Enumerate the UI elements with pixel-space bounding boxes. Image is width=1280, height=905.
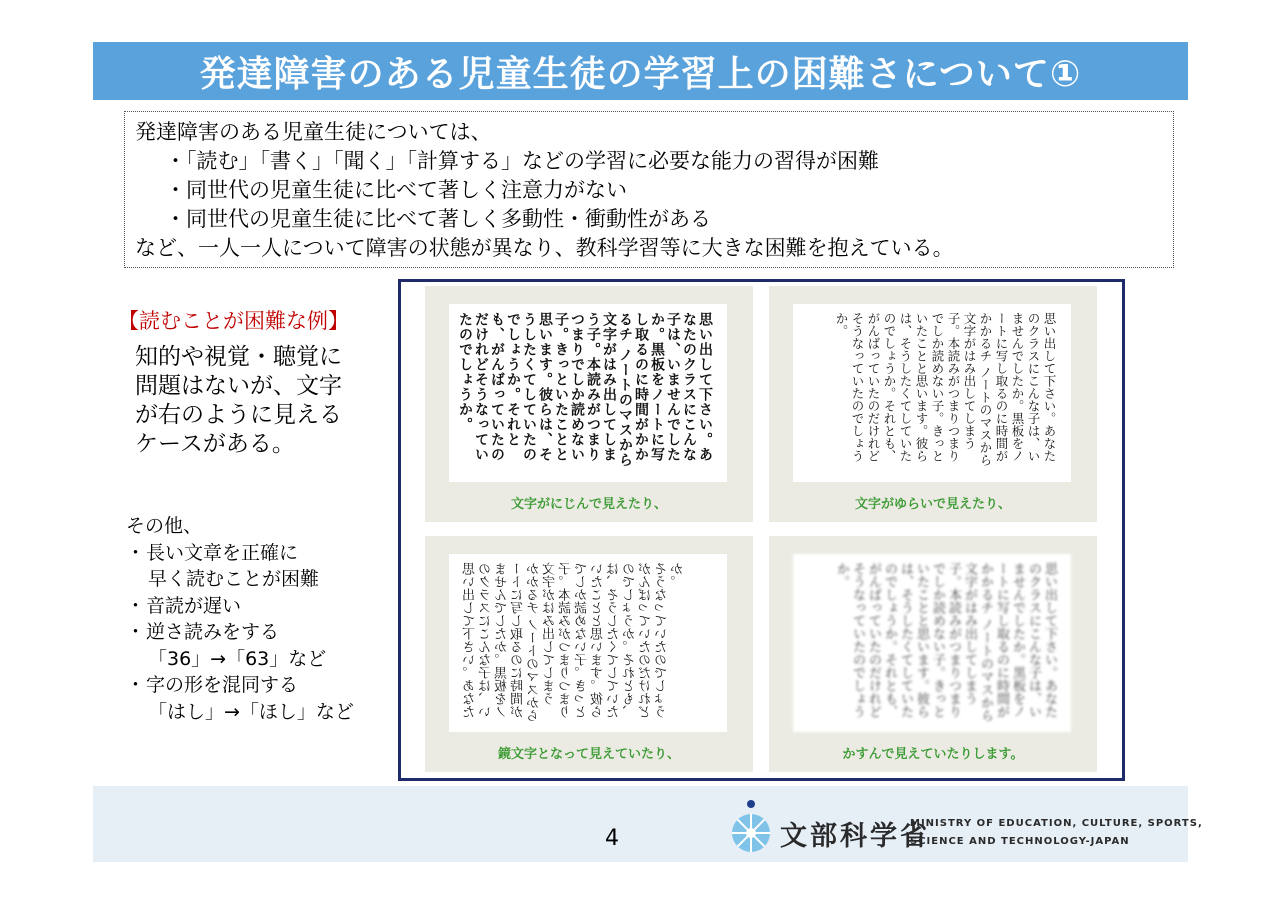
- intro-lead: 発達障害のある児童生徒については、: [135, 120, 492, 144]
- title-bar: [93, 42, 1188, 100]
- panel-caption: 鏡文字となって見えていたり、: [497, 747, 680, 762]
- others-item-continued: 「はし」→「ほし」など: [148, 700, 354, 723]
- description-line: ケースがある。: [135, 431, 295, 457]
- panel-blurred-letters: [425, 286, 753, 522]
- others-item: ・逆さ読みをする: [126, 619, 396, 646]
- panel-caption: 文字がにじんで見えたり、: [510, 497, 667, 512]
- bullet-mark: ・: [126, 621, 146, 643]
- others-item: ・字の形を混同する: [126, 672, 396, 699]
- reading-example-description: [135, 343, 395, 459]
- ministry-name-jp: 文部科学省: [780, 821, 930, 852]
- page-title: 発達障害のある児童生徒の学習上の困難さについて①: [199, 53, 1082, 95]
- others-heading: その他、: [126, 515, 203, 537]
- panel-caption: かすんで見えていたりします。: [842, 747, 1024, 762]
- intro-bullet: ・同世代の児童生徒に比べて著しく注意力がない: [165, 178, 627, 202]
- description-line: 問題はないが、文字: [135, 373, 342, 399]
- sample-text-mirror: 思い出して下さい。あなたのクラスにこんな子は、いませんでしたか。黒板をノートに写し取るのに時間がかかるチ ノートのマスから文字がはみ出してしまう子。本読みがつまりつまりでしか読めない子。きっといたことと思います。彼らは、そうしたくてしていたのでしょうか。それとも、がんばっていたのだけれどそうなっていたのでしょうか。: [449, 554, 727, 732]
- sample-text-wavy: 思い出して下さい。あなたのクラスにこんな子は、いませんでしたか。黒板をノートに写し取るのに時間がかかるチ ノートのマスから文字がはみ出してしまう子。本読みがつまりつまりでしか読めない子。きっといたことと思います。彼らは、そうしたくてしていたのでしょうか。それとも、がんばっていたのだけれどそうなっていたのでしょうか。: [793, 304, 1071, 482]
- others-item: ・長い文章を正確に: [126, 540, 396, 567]
- intro-conclusion: など、一人一人について障害の状態が異なり、教科学習等に大きな困難を抱えている。: [135, 236, 954, 260]
- ministry-name-en: MINISTRY OF EDUCATION, CULTURE, SPORTS, SCIENCE AND TECHNOLOGY-JAPAN: [910, 818, 1203, 847]
- others-item-continued: 「36」→「63」など: [148, 647, 327, 670]
- description-line: が右のように見える: [135, 402, 342, 428]
- others-item-continued: 早く読むことが困難: [148, 568, 320, 590]
- sample-text-bold: 思い出して下さい。あなたのクラスにこんな子は、いませんでしたか。黒板をノートに写し取るのに時間がかかるチ ノートのマスから文字がはみ出してしまう子。本読みがつまりつまりでしか読めない子。きっといたことと思います。彼らは、そうしたくてしていたのでしょうか。それとも、がんばっていたのだけれどそうなっていたのでしょうか。: [449, 304, 727, 482]
- panel-mirror-letters: [425, 536, 753, 772]
- bullet-mark: ・: [126, 541, 146, 564]
- panel-caption: 文字がゆらいで見えたり、: [854, 497, 1011, 512]
- others-item: ・音読が遅い: [126, 593, 396, 620]
- ministry-logo-icon: [726, 797, 776, 857]
- bullet-mark: ・: [126, 594, 146, 617]
- reading-difficulty-figure: [398, 279, 1125, 781]
- intro-bullet: ・同世代の児童生徒に比べて著しく多動性・衝動性がある: [165, 207, 711, 231]
- intro-box: [124, 111, 1174, 268]
- bullet-mark: ・: [126, 674, 146, 696]
- description-line: 知的や視覚・聴覚に: [135, 344, 342, 370]
- page-number: 4: [605, 826, 619, 851]
- panel-wavy-letters: [769, 286, 1097, 522]
- reading-example-heading: 【読むことが困難な例】: [118, 309, 349, 333]
- sample-text-blur: 思い出して下さい。あなたのクラスにこんな子は、いませんでしたか。黒板をノートに写し取るのに時間がかかるチ ノートのマスから文字がはみ出してしまう子。本読みがつまりつまりでしか読めない子。きっといたことと思います。彼らは、そうしたくてしていたのでしょうか。それとも、がんばっていたのだけれどそうなっていたのでしょうか。: [793, 554, 1071, 732]
- panel-faint-letters: [769, 536, 1097, 772]
- other-difficulties: [126, 513, 396, 725]
- intro-bullet: ・「読む」「書く」「聞く」「計算する」などの学習に必要な能力の習得が困難: [165, 149, 879, 173]
